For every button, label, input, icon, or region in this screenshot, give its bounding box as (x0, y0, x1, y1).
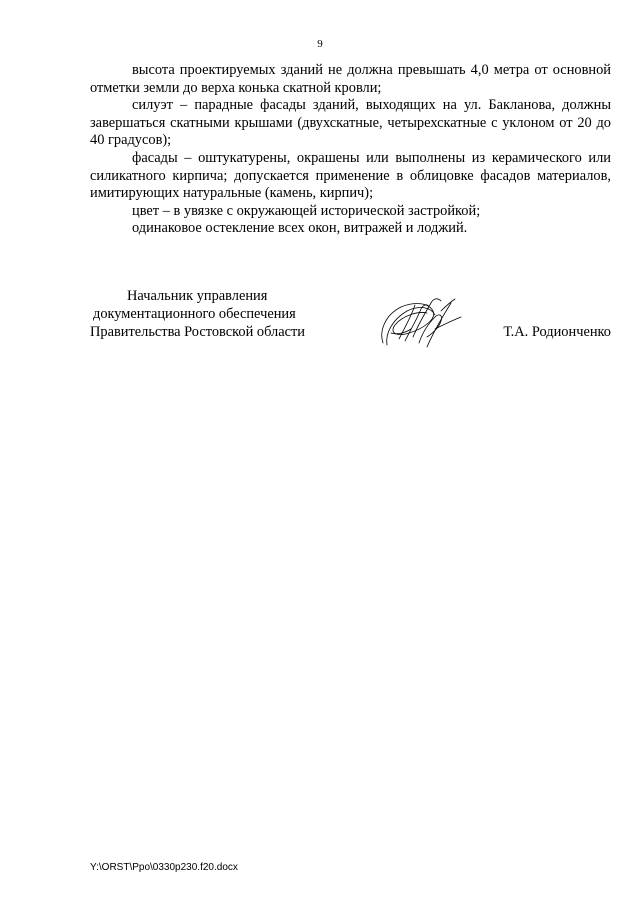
signature-block (90, 287, 611, 357)
paragraph-facades: фасады – оштукатурены, окрашены или выполнены из керамического или силикатного кирпича; допускается применение в облицовке фасадов материалов, имитирующих натуральные (камень, кирпич); (90, 149, 611, 202)
page-number: 9 (317, 38, 323, 50)
position-line-3: Правительства Ростовской области (90, 324, 305, 340)
signatory-position (90, 287, 330, 341)
handwritten-signature-image (375, 293, 465, 351)
paragraph-height: высота проектируемых зданий не должна превышать 4,0 метра от основной отметки земли до верха конька скатной кровли; (90, 62, 611, 96)
signatory-name: Т.А. Родионченко (503, 324, 611, 340)
document-body (90, 62, 611, 238)
paragraph-glazing: одинаковое остекление всех окон, витражей и лоджий. (132, 220, 468, 237)
paragraph-silhouette: силуэт – парадные фасады зданий, выходящих на ул. Бакланова, должны завершаться скатными крышами (двухскатные, четырехскатные с уклоном от 20 до 40 градусов); (90, 97, 611, 149)
position-line-2: документационного обеспечения (93, 306, 296, 322)
paragraph-color: цвет – в увязке с окружающей исторической застройкой; (132, 202, 481, 219)
position-line-1: Начальник управления (127, 288, 268, 304)
file-path-footer: Y:\ORST\Ppo\0330p230.f20.docx (90, 862, 238, 873)
